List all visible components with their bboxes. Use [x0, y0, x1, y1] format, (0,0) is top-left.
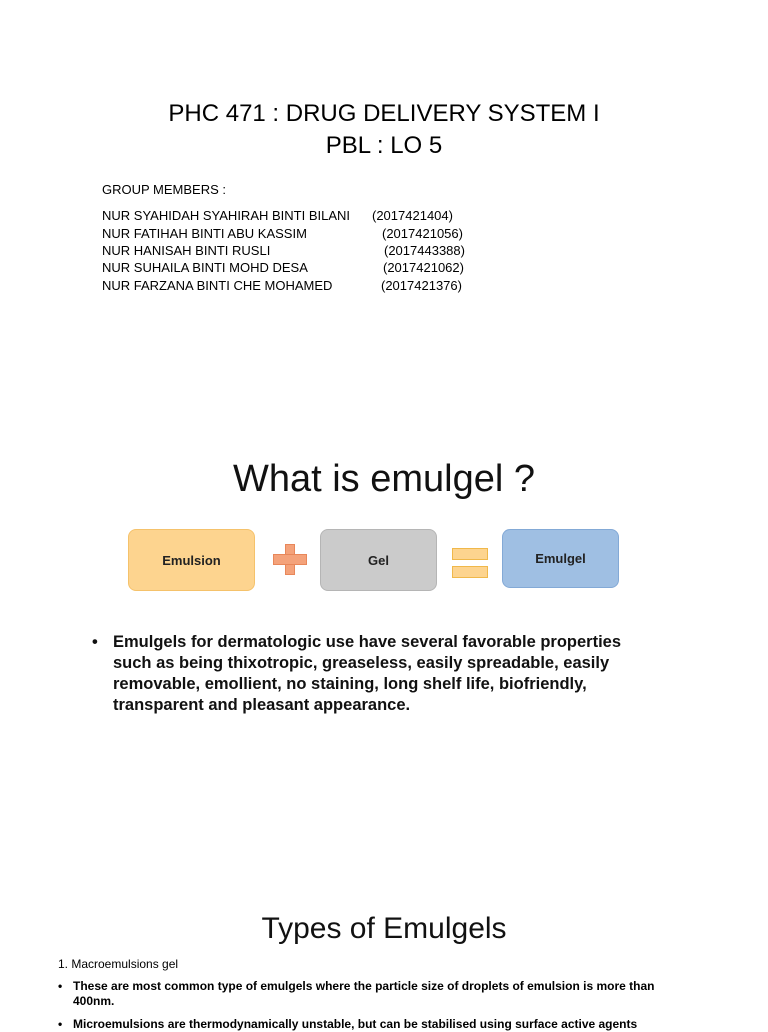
- slide-title-pbl: PBL : LO 5: [325, 132, 443, 159]
- plus-icon: [273, 554, 307, 565]
- member-id: (2017421376): [381, 278, 462, 293]
- member-name: NUR HANISAH BINTI RUSLI: [102, 243, 271, 258]
- member-id: (2017421404): [372, 208, 453, 223]
- members-heading: GROUP MEMBERS :: [102, 182, 227, 197]
- emulgel-slide-title: What is emulgel ?: [232, 458, 535, 500]
- member-name: NUR FATIHAH BINTI ABU KASSIM: [102, 226, 307, 241]
- bullet-icon: •: [58, 1017, 63, 1031]
- gel-box: Gel: [320, 529, 437, 591]
- bullet-icon: •: [92, 633, 98, 651]
- types-slide-title: Types of Emulgels: [261, 912, 507, 945]
- emulgel-properties-bullet: [92, 632, 662, 716]
- member-id: (2017421062): [383, 260, 464, 275]
- bullet-text: These are most common type of emulgels where the particle size of droplets of emulsion is more than 400nm.: [73, 979, 655, 1008]
- list-item-macroemulsions: 1. Macroemulsions gel: [58, 957, 179, 971]
- member-name: NUR SUHAILA BINTI MOHD DESA: [102, 260, 308, 275]
- equals-icon: [452, 548, 488, 560]
- member-name: NUR FARZANA BINTI CHE MOHAMED: [102, 278, 333, 293]
- emulgel-box: Emulgel: [502, 529, 619, 588]
- emulsion-box: Emulsion: [128, 529, 255, 591]
- list-item: [58, 1017, 698, 1032]
- bullet-text: Microemulsions are thermodynamically unstable, but can be stabilised using surface active agents: [73, 1017, 638, 1031]
- slide-title-course: PHC 471 : DRUG DELIVERY SYSTEM I: [168, 100, 600, 127]
- list-item: [58, 979, 698, 1009]
- member-id: (2017443388): [384, 243, 465, 258]
- equals-icon: [452, 566, 488, 578]
- bullet-text: Emulgels for dermatologic use have several favorable properties such as being thixotropic, greaseless, easily spreadable, easily removable, emollient, no staining, long shelf life, biofriendly, transparent and pleasant appearance.: [113, 633, 622, 714]
- bullet-icon: •: [58, 979, 63, 993]
- member-id: (2017421056): [382, 226, 463, 241]
- member-name: NUR SYAHIDAH SYAHIRAH BINTI BILANI: [102, 208, 351, 223]
